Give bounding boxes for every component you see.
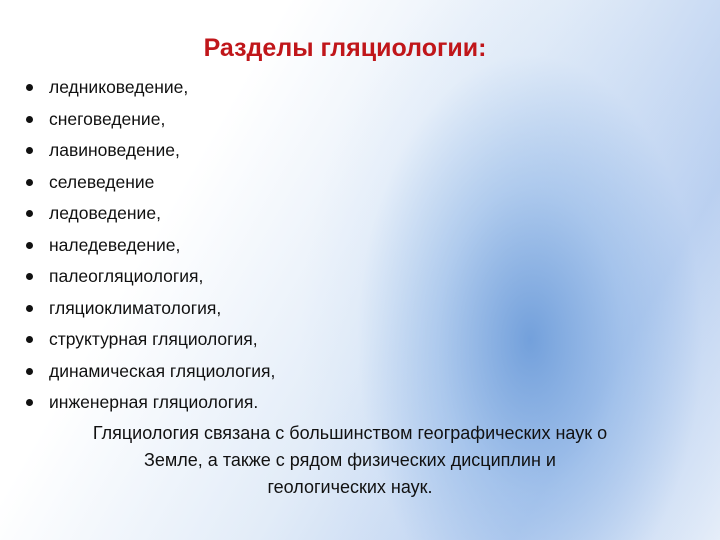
bullet-icon	[26, 147, 33, 154]
bullet-icon	[26, 84, 33, 91]
bullet-text: гляциоклиматология,	[49, 297, 222, 318]
bullet-text: ледниковедение,	[49, 77, 189, 98]
bullet-text: селеведение	[49, 171, 155, 192]
list-item	[22, 135, 275, 167]
bullet-icon	[26, 368, 33, 375]
summary-paragraph	[20, 420, 680, 501]
bullet-icon	[26, 305, 33, 312]
list-item	[22, 387, 275, 419]
list-item	[22, 230, 275, 262]
bullet-icon	[26, 242, 33, 249]
list-item	[22, 261, 275, 293]
bullet-icon	[26, 273, 33, 280]
list-item	[22, 167, 275, 199]
list-item	[22, 72, 275, 104]
bullet-icon	[26, 336, 33, 343]
list-item	[22, 356, 275, 388]
bullet-text: палеогляциология,	[49, 266, 204, 287]
summary-line: Земле, а также с рядом физических дисциплин и	[144, 450, 556, 470]
summary-line: Гляциология связана с большинством географических наук о	[92, 423, 608, 443]
slide-title: Разделы гляциологии:	[203, 34, 487, 62]
bullet-text: динамическая гляциология,	[49, 360, 276, 381]
bullet-icon	[26, 210, 33, 217]
list-item	[22, 104, 275, 136]
summary-line: геологических наук.	[267, 477, 433, 497]
list-item	[22, 198, 275, 230]
bullet-list	[22, 72, 275, 419]
bullet-text: структурная гляциология,	[49, 329, 258, 350]
bullet-icon	[26, 179, 33, 186]
bullet-text: снеговедение,	[49, 108, 166, 129]
bullet-text: инженерная гляциология.	[49, 392, 259, 413]
bullet-icon	[26, 116, 33, 123]
bullet-icon	[26, 399, 33, 406]
list-item	[22, 324, 275, 356]
bullet-text: ледоведение,	[49, 203, 161, 224]
list-item	[22, 293, 275, 325]
bullet-text: лавиноведение,	[49, 140, 180, 161]
bullet-text: наледеведение,	[49, 234, 181, 255]
